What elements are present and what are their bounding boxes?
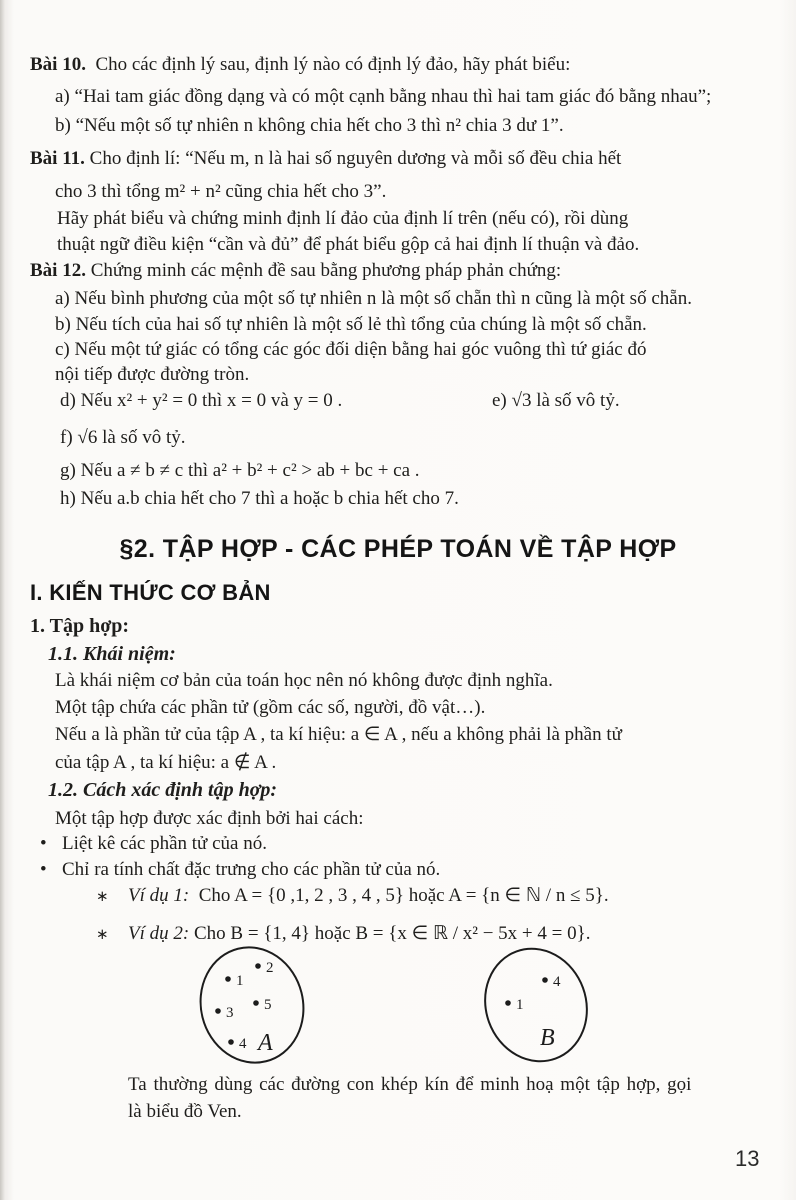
venn-diagrams: [0, 943, 796, 1083]
exercise-10-heading: [30, 52, 570, 78]
bullet-item-2: [40, 857, 440, 883]
bullet-icon: •: [40, 859, 47, 880]
exercise-12-item-c-line2: nội tiếp được đường tròn.: [55, 364, 250, 385]
exercise-12-item-h: h) Nếu a.b chia hết cho 7 thì a hoặc b chia hết cho 7.: [60, 488, 459, 509]
subsection-1-2-heading: 1.2. Cách xác định tập hợp:: [48, 779, 278, 801]
exercise-10-item-b: b) “Nếu một số tự nhiên n không chia hết cho 3 thì n² chia 3 dư 1”.: [55, 115, 564, 136]
subsection-1-heading: 1. Tập hợp:: [30, 615, 130, 637]
closing-paragraph-line1: Ta thường dùng các đường con khép kín để minh hoạ một tập hợp, gọi: [128, 1074, 692, 1095]
venn-a-point-label: 3: [226, 1005, 234, 1021]
example-1: [96, 883, 609, 910]
venn-b-dot: [542, 977, 548, 983]
exercise-12-heading: [30, 258, 561, 284]
exercise-11-line3: Hãy phát biểu và chứng minh định lí đảo của định lí trên (nếu có), rồi dùng: [57, 208, 629, 229]
section-title: §2. TẬP HỢP - CÁC PHÉP TOÁN VỀ TẬP HỢP: [119, 535, 677, 563]
exercise-11-line2: cho 3 thì tổng m² + n² cũng chia hết cho 3”.: [55, 181, 387, 202]
exercise-11-line4: thuật ngữ điều kiện “cần và đủ” để phát biểu gộp cả hai định lí thuận và đảo.: [57, 234, 640, 255]
venn-a-point-label: 5: [264, 997, 272, 1013]
venn-set-a: [188, 943, 315, 1074]
paragraph-khai-niem-2: Một tập chứa các phần tử (gồm các số, người, đồ vật…).: [55, 697, 486, 718]
example-1-label: Ví dụ 1:: [128, 885, 190, 906]
closing-paragraph-line2: là biểu đồ Ven.: [128, 1101, 242, 1122]
exercise-10-label: Bài 10.: [30, 54, 86, 75]
bullet-2-text: Chỉ ra tính chất đặc trưng cho các phần tử của nó.: [62, 859, 441, 880]
exercise-12-item-d: d) Nếu x² + y² = 0 thì x = 0 và y = 0 .: [60, 390, 343, 411]
asterisk-icon: ∗: [96, 927, 109, 943]
example-1-text: Cho A = {0 ,1, 2 , 3 , 4 , 5} hoặc A = {n ∈ ℕ / n ≤ 5}.: [198, 885, 609, 906]
venn-a-dot: [215, 1008, 221, 1014]
venn-a-ellipse: [188, 943, 315, 1074]
exercise-10-intro: Cho các định lý sau, định lý nào có định lý đảo, hãy phát biểu:: [95, 54, 571, 75]
exercise-12-item-b: b) Nếu tích của hai số tự nhiên là một số lẻ thì tổng của chúng là một số chẵn.: [55, 314, 647, 335]
venn-b-point-label: 1: [516, 997, 524, 1013]
exercise-12-label: Bài 12.: [30, 260, 86, 281]
venn-a-point-label: 4: [239, 1036, 247, 1052]
venn-a-dot: [253, 1000, 259, 1006]
venn-svg: [0, 943, 796, 1083]
exercise-11-intro: Cho định lí: “Nếu m, n là hai số nguyên dương và mỗi số đều chia hết: [89, 148, 622, 169]
paragraph-xac-dinh: Một tập hợp được xác định bởi hai cách:: [55, 808, 364, 829]
exercise-10-item-a: a) “Hai tam giác đồng dạng và có một cạnh bằng nhau thì hai tam giác đó bằng nhau”;: [55, 86, 712, 107]
page-number: 13: [735, 1146, 760, 1171]
venn-a-point-label: 2: [266, 960, 274, 976]
exercise-12-item-g: g) Nếu a ≠ b ≠ c thì a² + b² + c² > ab + bc + ca .: [60, 460, 420, 481]
exercise-12-item-e: e) √3 là số vô tỷ.: [492, 390, 620, 411]
bullet-item-1: [40, 831, 267, 857]
example-2-label: Ví dụ 2:: [128, 923, 190, 944]
exercise-11-heading: [30, 146, 621, 172]
asterisk-icon: ∗: [96, 889, 109, 905]
paragraph-khai-niem-3: Nếu a là phần tử của tập A , ta kí hiệu: a ∈ A , nếu a không phải là phần tử: [55, 724, 622, 745]
exercise-12-item-a: a) Nếu bình phương của một số tự nhiên n là một số chẵn thì n cũng là một số chẵn.: [55, 288, 692, 309]
venn-set-b: [470, 943, 603, 1076]
paragraph-khai-niem-1: Là khái niệm cơ bản của toán học nên nó không được định nghĩa.: [55, 670, 553, 691]
part-1-heading: I. KIẾN THỨC CƠ BẢN: [30, 580, 271, 605]
exercise-11-label: Bài 11.: [30, 148, 85, 169]
venn-a-dot: [225, 976, 231, 982]
exercise-12-intro: Chứng minh các mệnh đề sau bằng phương pháp phản chứng:: [90, 260, 562, 281]
bullet-icon: •: [40, 833, 47, 854]
exercise-12-item-c-line1: c) Nếu một tứ giác có tổng các góc đối diện bằng hai góc vuông thì tứ giác đó: [55, 339, 647, 360]
paragraph-khai-niem-4: của tập A , ta kí hiệu: a ∉ A .: [55, 752, 277, 773]
venn-a-set-label: A: [258, 1030, 273, 1056]
venn-a-dot: [228, 1039, 234, 1045]
venn-b-point-label: 4: [553, 974, 561, 990]
venn-a-point-label: 1: [236, 973, 244, 989]
venn-b-ellipse: [470, 943, 603, 1076]
subsection-1-1-heading: 1.1. Khái niệm:: [48, 643, 176, 665]
venn-b-dot: [505, 1000, 511, 1006]
example-2-text: Cho B = {1, 4} hoặc B = {x ∈ ℝ / x² − 5x + 4 = 0}.: [193, 923, 591, 944]
venn-b-set-label: B: [540, 1025, 555, 1051]
bullet-1-text: Liệt kê các phần tử của nó.: [62, 833, 267, 854]
exercise-12-item-f: f) √6 là số vô tỷ.: [60, 427, 186, 448]
venn-a-dot: [255, 963, 261, 969]
